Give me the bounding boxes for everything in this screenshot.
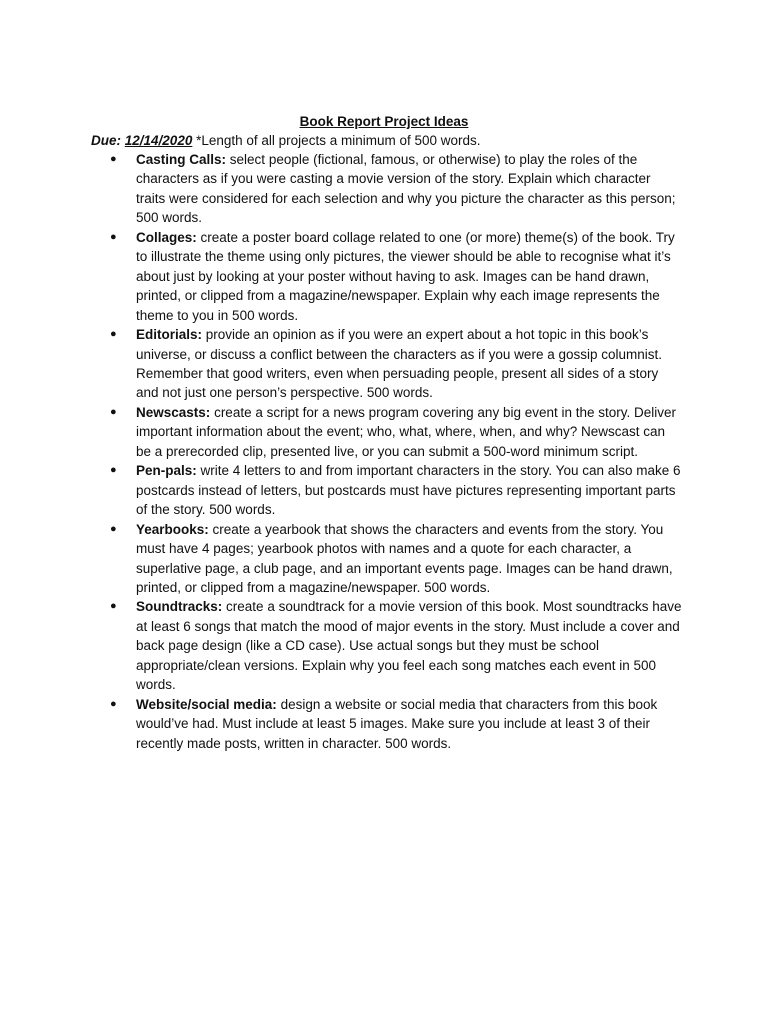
due-note: *Length of all projects a minimum of 500 words.: [196, 133, 481, 148]
idea-casting-calls: [110, 150, 682, 228]
document-title: Book Report Project Ideas: [299, 114, 469, 129]
due-label: Due:: [91, 133, 121, 148]
idea-description: create a yearbook that shows the characters and events from the story. You must have 4 pages; yearbook photos with names and a quote for each character, a superlative page, a club page, and an important events page. Images can be hand drawn, printed, or clipped from a magazine/newspaper. 500 words.: [136, 521, 673, 595]
idea-newscasts: [110, 403, 682, 461]
bullet-icon: ●: [110, 464, 117, 477]
due-line: [91, 131, 481, 150]
idea-pen-pals: [110, 461, 682, 519]
idea-name: Newscasts:: [136, 404, 211, 420]
idea-description: create a soundtrack for a movie version of this book. Most soundtracks have at least 6 songs that match the mood of major events in the story. Must include a cover and back page design (like a CD case). Use actual songs but they must be school appropriate/clean versions. Explain why you feel each song matches each event in 500 words.: [136, 599, 682, 693]
bullet-icon: ●: [110, 328, 117, 341]
idea-description: write 4 letters to and from important characters in the story. You can also make 6 postcards instead of letters, but postcards must have pictures representing important parts of the story. 500 words.: [136, 463, 681, 518]
bullet-icon: ●: [110, 405, 117, 418]
idea-collages: [110, 228, 682, 325]
idea-description: provide an opinion as if you were an expert about a hot topic in this book’s universe, or discuss a conflict between the characters as if you were a gossip columnist. Remember that good writers, even when persuading people, present all sides of a story and not just one person’s perspective. 500 words.: [136, 327, 662, 401]
bullet-icon: ●: [110, 600, 117, 613]
idea-editorials: [110, 325, 682, 403]
idea-website-social-media: [110, 695, 682, 753]
due-date: 12/14/2020: [124, 133, 193, 148]
project-ideas-list: [110, 150, 682, 753]
idea-name: Soundtracks:: [136, 599, 223, 615]
idea-name: Yearbooks:: [136, 521, 209, 537]
idea-name: Casting Calls:: [136, 152, 227, 167]
idea-name: Website/social media:: [136, 696, 277, 712]
idea-description: design a website or social media that characters from this book would’ve had. Must include at least 5 images. Make sure you include at least 3 of their recently made posts, written in character. 500 words.: [136, 696, 658, 751]
idea-description: select people (fictional, famous, or otherwise) to play the roles of the characters as if you were casting a movie version of the story. Explain which character traits were considered for each selection and why you picture the character as this person; 500 words.: [136, 152, 676, 226]
bullet-icon: ●: [110, 153, 117, 165]
bullet-icon: ●: [110, 522, 117, 535]
bullet-icon: ●: [110, 697, 117, 710]
idea-description: create a script for a news program covering any big event in the story. Deliver important information about the event; who, what, where, when, and why? Newscast can be a prerecorded clip, presented live, or you can submit a 500-word minimum script.: [136, 404, 677, 459]
bullet-icon: ●: [110, 230, 117, 243]
idea-name: Collages:: [136, 229, 197, 245]
idea-name: Editorials:: [136, 327, 203, 343]
idea-soundtracks: [110, 597, 682, 694]
idea-name: Pen-pals:: [136, 463, 197, 479]
idea-description: create a poster board collage related to one (or more) theme(s) of the book. Try to illustrate the theme using only pictures, the viewer should be able to recognise what it’s about just by looking at your poster without having to ask. Images can be hand drawn, printed, or clipped from a magazine/newspaper. Explain why each image represents the theme to you in 500 words.: [136, 229, 675, 323]
idea-yearbooks: [110, 520, 682, 598]
